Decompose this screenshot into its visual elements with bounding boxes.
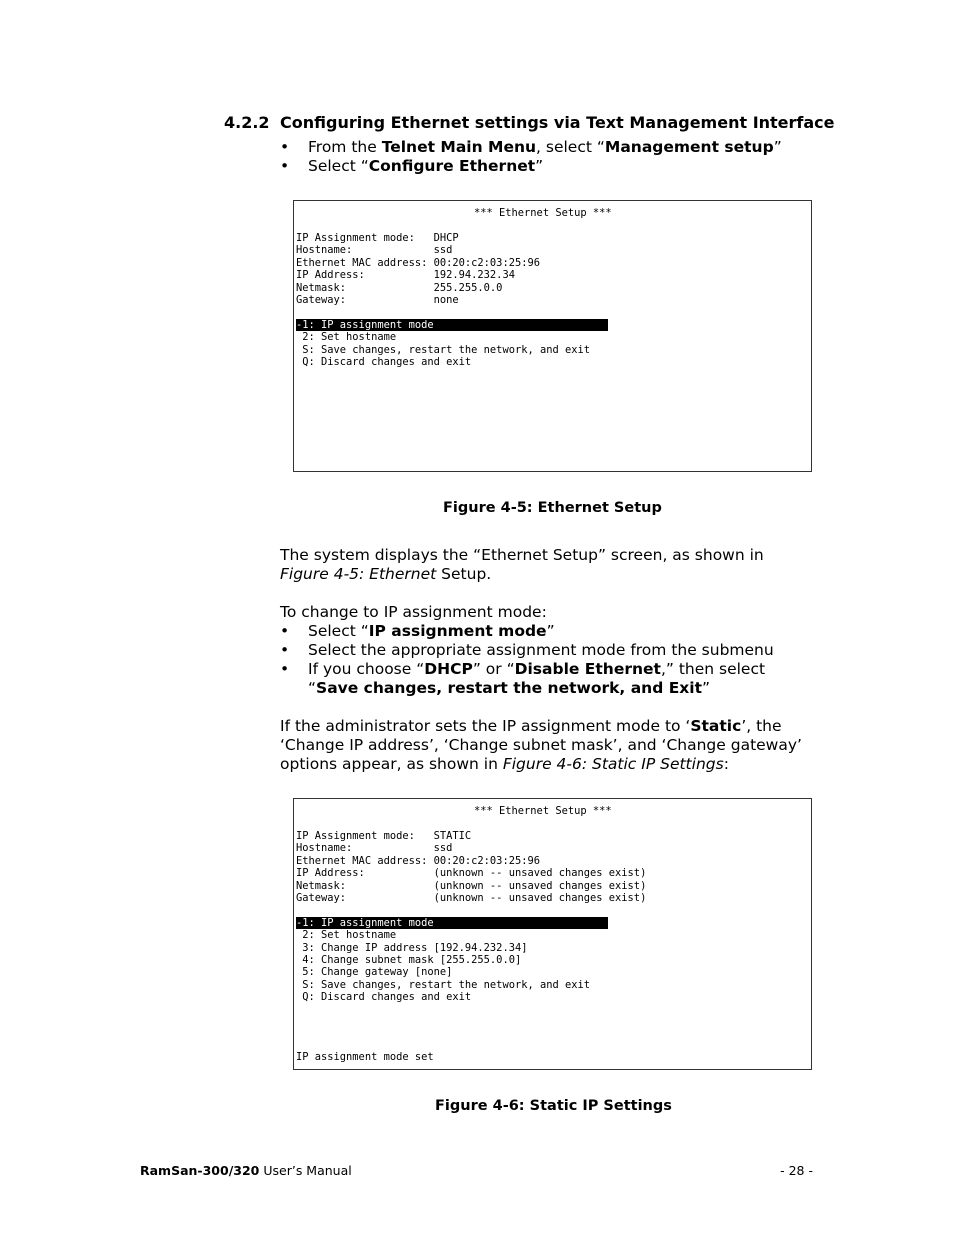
terminal-menu-item: 5: Change gateway [none] (296, 966, 453, 979)
text: The system displays the “Ethernet Setup” screen, as shown in (280, 546, 764, 564)
bullet-item (280, 157, 782, 176)
bullet-icon: • (280, 641, 290, 659)
bullet-line (308, 660, 774, 679)
footer-product: RamSan-300/320 (140, 1163, 260, 1178)
paragraph-change-mode: To change to IP assignment mode: (280, 603, 547, 621)
bold-text: IP assignment mode (368, 622, 547, 640)
bullet-icon: • (280, 660, 290, 678)
bullet-line (308, 622, 774, 641)
terminal-screen-static-ip (293, 798, 812, 1070)
italic-text: Figure 4-6: Static IP Settings (502, 755, 724, 773)
bold-text: Static (690, 717, 742, 735)
paragraph-line (280, 736, 802, 755)
text: ” (773, 138, 782, 156)
page-number: - 28 - (780, 1163, 813, 1178)
section-heading (224, 113, 835, 132)
terminal-menu-item: S: Save changes, restart the network, and exit (296, 343, 591, 356)
paragraph-line (280, 717, 802, 736)
text: : (723, 755, 729, 773)
terminal-menu-item-selected: -1: IP assignment mode (296, 917, 608, 929)
terminal-field-line: Ethernet MAC address: 00:20:c2:03:25:96 (296, 256, 540, 269)
text: Setup. (436, 565, 492, 583)
text: Select the appropriate assignment mode from the submenu (308, 641, 774, 659)
bold-text: Disable Ethernet (514, 660, 661, 678)
figure-caption: Figure 4-5: Ethernet Setup (443, 500, 662, 516)
bullet-line (308, 157, 782, 176)
bullet-line (308, 679, 774, 698)
terminal-field-line: Hostname: ssd (296, 842, 453, 855)
terminal-field-line: Ethernet MAC address: 00:20:c2:03:25:96 (296, 854, 540, 867)
italic-text: Figure 4-5: Ethernet (280, 565, 437, 583)
terminal-field-line: Hostname: ssd (296, 244, 453, 257)
text: From the (308, 138, 382, 156)
text: If you choose “ (308, 660, 425, 678)
terminal-screen-ethernet-setup (293, 200, 812, 472)
bullet-item (280, 660, 774, 698)
terminal-menu-item-selected: -1: IP assignment mode (296, 319, 608, 331)
text: ” (546, 622, 555, 640)
paragraph-line (280, 546, 764, 565)
terminal-field-line: Gateway: none (296, 294, 459, 306)
bullet-line (308, 138, 782, 157)
footer-title (140, 1163, 352, 1178)
bold-text: Configure Ethernet (368, 157, 536, 175)
terminal-status-line: IP assignment mode set (296, 1051, 434, 1063)
paragraph-line (280, 565, 764, 584)
text: ‘Change IP address’, ‘Change subnet mask’, and ‘Change gateway’ (280, 736, 802, 754)
text: If the administrator sets the IP assignment mode to ‘ (280, 717, 691, 735)
bold-text: Save changes, restart the network, and Exit (316, 679, 703, 697)
terminal-field-line: IP Assignment mode: STATIC (296, 830, 472, 842)
terminal-menu-item: Q: Discard changes and exit (296, 356, 472, 368)
text: Select “ (308, 622, 369, 640)
terminal-field-line: IP Address: (unknown -- unsaved changes exist) (296, 867, 647, 880)
bullet-item (280, 622, 774, 641)
intro-bullet-list (280, 138, 782, 176)
figure-caption: Figure 4-6: Static IP Settings (435, 1098, 672, 1114)
paragraph-line (280, 755, 802, 774)
bullet-icon: • (280, 138, 290, 156)
text: ” (535, 157, 544, 175)
terminal-menu-item: 2: Set hostname (296, 331, 397, 344)
text: “ (308, 679, 317, 697)
mode-bullet-list (280, 622, 774, 698)
terminal-field-line: IP Address: 192.94.232.34 (296, 269, 515, 282)
terminal-field-line: Netmask: (unknown -- unsaved changes exist) (296, 879, 647, 892)
bullet-icon: • (280, 622, 290, 640)
terminal-menu-item: 4: Change subnet mask [255.255.0.0] (296, 954, 522, 966)
text: ” (702, 679, 711, 697)
paragraph-static-mode (280, 717, 802, 774)
text: ’, the (741, 717, 782, 735)
bold-text: Telnet Main Menu (381, 138, 537, 156)
terminal-field-line: Gateway: (unknown -- unsaved changes exist) (296, 892, 647, 904)
terminal-field-line: IP Assignment mode: DHCP (296, 232, 459, 244)
terminal-title: *** Ethernet Setup *** (474, 207, 612, 219)
bullet-icon: • (280, 157, 290, 175)
bullet-line (308, 641, 774, 660)
bold-text: Management setup (604, 138, 774, 156)
section-number: 4.2.2 (224, 113, 270, 132)
text: options appear, as shown in (280, 755, 503, 773)
terminal-menu-item: S: Save changes, restart the network, and exit (296, 978, 591, 991)
section-title: Configuring Ethernet settings via Text Management Interface (280, 113, 835, 132)
bullet-item (280, 138, 782, 157)
terminal-menu-item: Q: Discard changes and exit (296, 991, 472, 1004)
bold-text: DHCP (424, 660, 473, 678)
footer-manual: User’s Manual (259, 1163, 352, 1178)
terminal-title: *** Ethernet Setup *** (474, 805, 612, 817)
terminal-menu-item: 3: Change IP address [192.94.232.34] (296, 941, 528, 954)
paragraph-ethernet-setup (280, 546, 764, 584)
terminal-menu-item: 2: Set hostname (296, 929, 397, 942)
text: ,” then select (660, 660, 766, 678)
text: , select “ (536, 138, 605, 156)
text: Select “ (308, 157, 369, 175)
text: ” or “ (472, 660, 515, 678)
terminal-field-line: Netmask: 255.255.0.0 (296, 281, 503, 294)
bullet-item (280, 641, 774, 660)
